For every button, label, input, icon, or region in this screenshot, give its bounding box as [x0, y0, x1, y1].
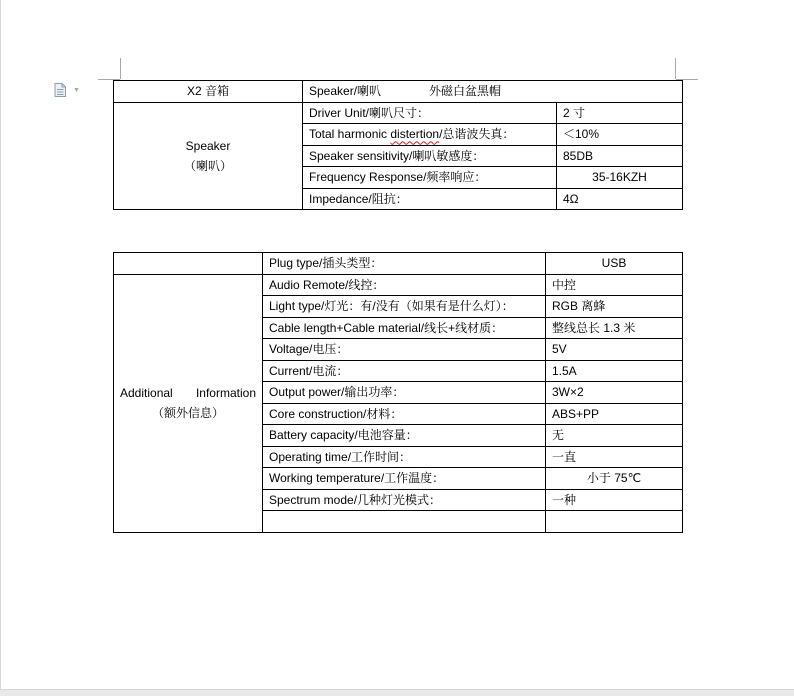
- info-value: 5V: [546, 339, 683, 361]
- speaker-header-cell: [303, 81, 683, 103]
- info-label: Core construction/材料：: [263, 403, 546, 425]
- info-value: RGB 离蜂: [546, 296, 683, 318]
- info-label: Operating time/工作时间：: [263, 446, 546, 468]
- info-label: [263, 511, 546, 533]
- spec-label: Frequency Response/频率响应：: [303, 167, 557, 189]
- info-value: 小于 75℃: [546, 468, 683, 490]
- info-value: 1.5A: [546, 360, 683, 382]
- margin-mark-top-right-v: [675, 58, 676, 79]
- speaker-label: Speaker/喇叭: [309, 84, 382, 99]
- empty-cell: [114, 253, 263, 275]
- table-row: [114, 253, 683, 275]
- info-value: [546, 511, 683, 533]
- info-value: 一直: [546, 446, 683, 468]
- group-label-word: Information: [195, 386, 256, 400]
- spec-label: [303, 124, 557, 146]
- additional-info-group-label: [114, 274, 263, 532]
- model-cell: X2 音箱: [114, 81, 303, 103]
- info-value: 无: [546, 425, 683, 447]
- info-label: Cable length+Cable material/线长+线材质：: [263, 317, 546, 339]
- spellcheck-word: distertion: [390, 127, 440, 142]
- margin-mark-top-left-v: [120, 58, 121, 79]
- spec-label: Speaker sensitivity/喇叭敏感度：: [303, 145, 557, 167]
- table-row: [114, 102, 683, 124]
- info-label: Battery capacity/电池容量：: [263, 425, 546, 447]
- bottom-scroll-bar[interactable]: [0, 689, 794, 696]
- info-label: Output power/输出功率：: [263, 382, 546, 404]
- info-value: ABS+PP: [546, 403, 683, 425]
- info-label: Plug type/插头类型：: [263, 253, 546, 275]
- info-label: Current/电流：: [263, 360, 546, 382]
- label-part: /总谐波失真：: [439, 127, 515, 142]
- spec-label: Impedance/阻抗：: [303, 188, 557, 210]
- group-label-line2: （喇叭）: [183, 158, 232, 173]
- info-value: 整线总长 1.3 米: [546, 317, 683, 339]
- group-label-line1: [114, 383, 262, 403]
- info-value: USB: [546, 253, 683, 275]
- table-row: [114, 274, 683, 296]
- info-value: 一种: [546, 489, 683, 511]
- document-icon[interactable]: [54, 83, 66, 97]
- dropdown-arrow-icon[interactable]: ▼: [73, 87, 80, 94]
- info-label: Audio Remote/线控：: [263, 274, 546, 296]
- speaker-group-label: [114, 102, 303, 210]
- spec-value: 35-16KZH: [557, 167, 683, 189]
- spec-value: ＜10%: [557, 124, 683, 146]
- info-label: Voltage/电压：: [263, 339, 546, 361]
- spec-label: Driver Unit/喇叭尺寸：: [303, 102, 557, 124]
- speaker-desc: 外磁白盆黑帽: [429, 84, 502, 99]
- label-part: Total harmonic: [309, 127, 391, 142]
- info-value: 3W×2: [546, 382, 683, 404]
- group-label-word: Additional: [120, 386, 173, 400]
- group-label-line2: （额外信息）: [151, 406, 224, 420]
- table-row: [114, 81, 683, 103]
- info-value: 中控: [546, 274, 683, 296]
- info-label: Light type/灯光：有/没有（如果有是什么灯）：: [263, 296, 546, 318]
- spec-value: 85DB: [557, 145, 683, 167]
- spec-value: 4Ω: [557, 188, 683, 210]
- speaker-spec-table: [113, 80, 683, 210]
- info-label: Spectrum mode/几种灯光模式：: [263, 489, 546, 511]
- additional-info-table: [113, 252, 683, 533]
- page-edge: [0, 0, 1, 696]
- info-label: Working temperature/工作温度：: [263, 468, 546, 490]
- group-label-line1: Speaker: [185, 138, 231, 153]
- spec-value: 2 寸: [557, 102, 683, 124]
